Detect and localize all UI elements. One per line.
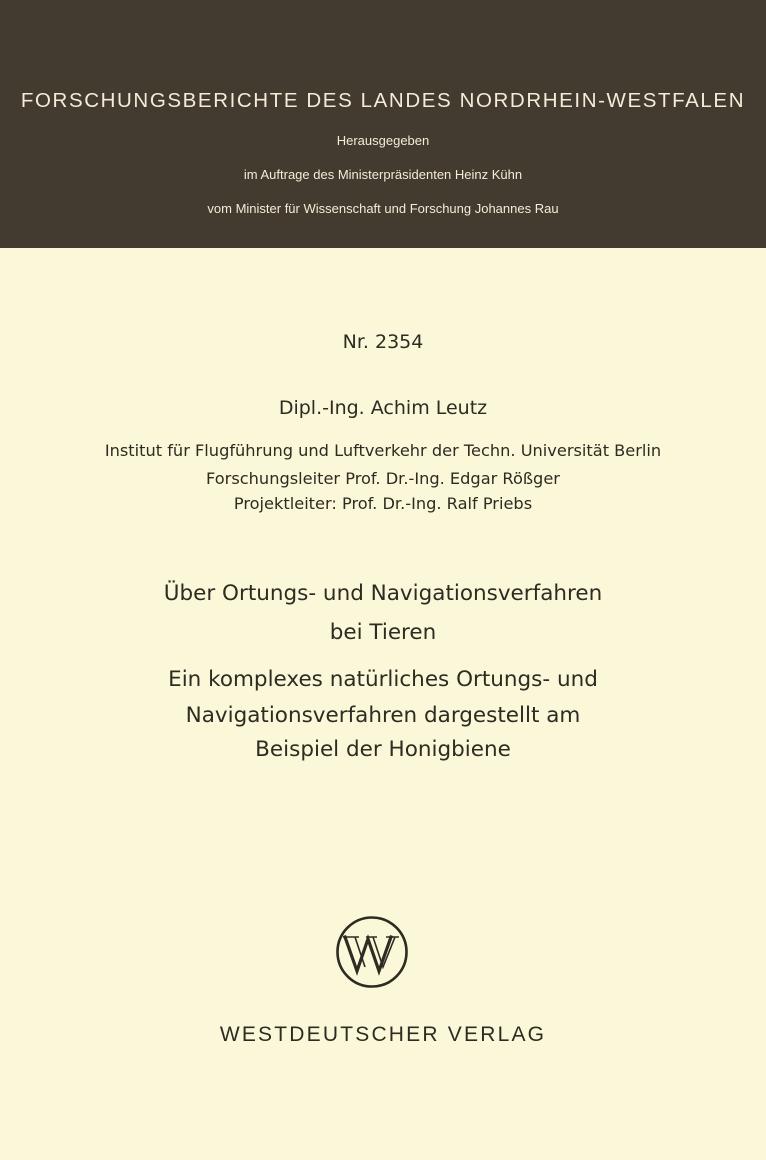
research-lead-line: Forschungsleiter Prof. Dr.-Ing. Edgar Rößger — [206, 469, 560, 488]
commission-line: im Auftrage des Ministerpräsidenten Heinz Kühn — [243, 167, 523, 182]
cover-header-band — [0, 0, 766, 248]
project-lead-line: Projektleiter: Prof. Dr.-Ing. Ralf Priebs — [233, 494, 533, 513]
subtitle-line-3: Beispiel der Honigbiene — [255, 737, 511, 762]
editor-line: Herausgegeben — [336, 133, 430, 148]
title-line-1: Über Ortungs- und Navigationsverfahren — [163, 581, 603, 606]
westdeutscher-verlag-logo-icon — [335, 915, 409, 989]
report-number: Nr. 2354 — [342, 331, 424, 353]
minister-line: vom Minister für Wissenschaft und Forschung Johannes Rau — [207, 201, 559, 216]
subtitle-line-2: Navigationsverfahren dargestellt am — [185, 703, 581, 728]
author-name: Dipl.-Ing. Achim Leutz — [278, 397, 488, 419]
series-title: FORSCHUNGSBERICHTE DES LANDES NORDRHEIN-WESTFALEN — [20, 89, 746, 112]
institute-line: Institut für Flugführung und Luftverkehr der Techn. Universität Berlin — [104, 441, 662, 460]
title-line-2: bei Tieren — [329, 620, 437, 645]
subtitle-line-1: Ein komplexes natürliches Ortungs- und — [168, 667, 598, 692]
publisher-name: WESTDEUTSCHER VERLAG — [219, 1023, 547, 1046]
